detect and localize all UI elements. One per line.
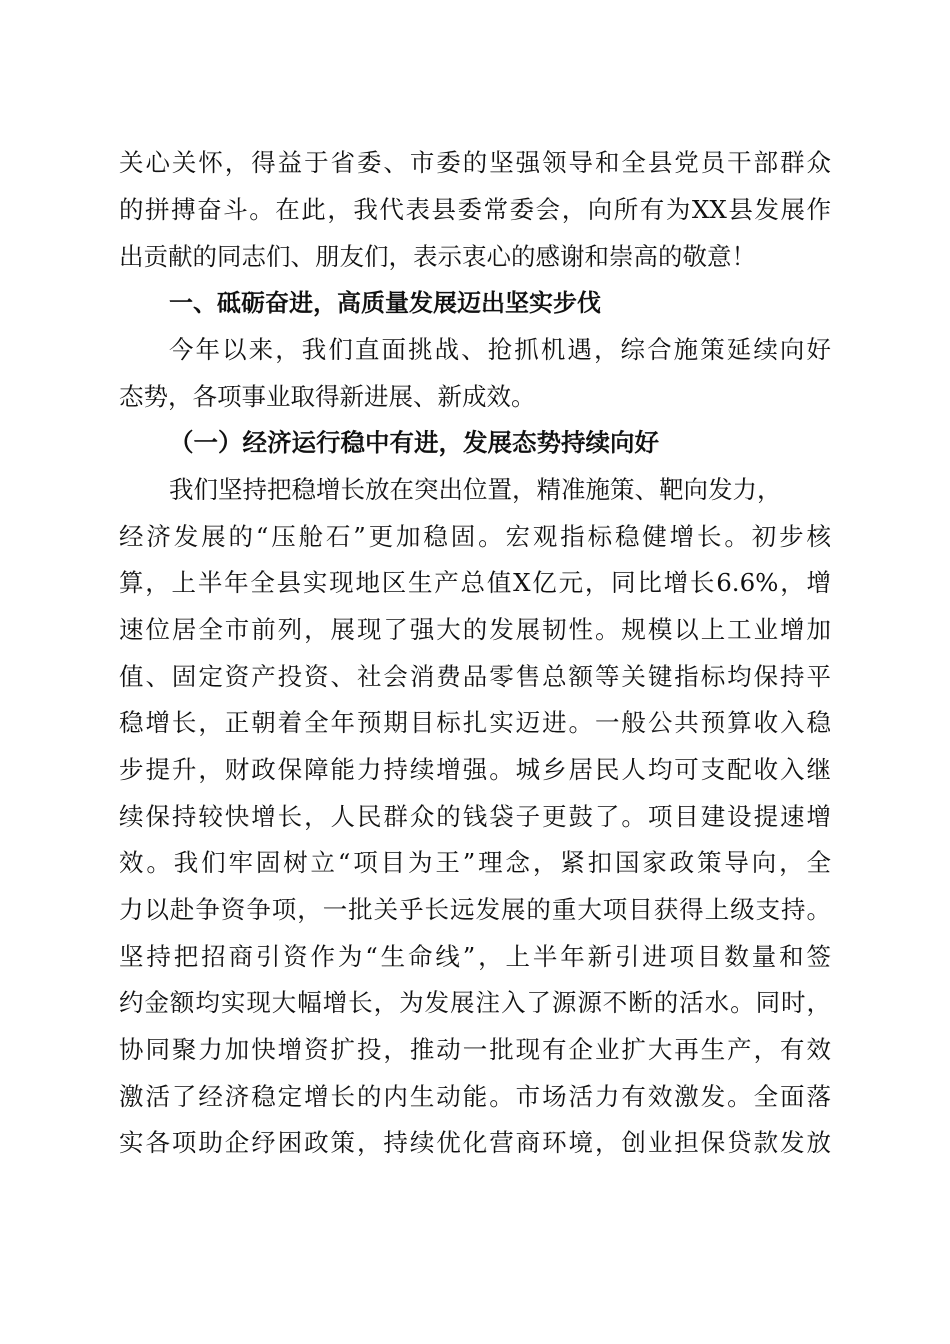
body-text-line: 的拼搏奋斗。在此，我代表县委常委会，向所有为XX县发展作 [119,195,831,224]
body-text-line: 步提升，财政保障能力持续增强。城乡居民人均可支配收入继 [119,755,831,784]
body-text-line: 协同聚力加快增资扩投，推动一批现有企业扩大再生产，有效 [119,1035,831,1064]
body-text-line: 坚持把招商引资作为“生命线”，上半年新引进项目数量和签 [119,942,831,971]
body-text-line: 我们坚持把稳增长放在突出位置，精准施策、靶向发力， [169,475,782,504]
body-text-line: 稳增长，正朝着全年预期目标扎实迈进。一般公共预算收入稳 [119,708,831,737]
body-text-line: 力以赴争资争项，一批关乎长远发展的重大项目获得上级支持。 [119,895,831,924]
body-text-line: 关心关怀，得益于省委、市委的坚强领导和全县党员干部群众 [119,148,831,177]
body-text-line: 速位居全市前列，展现了强大的发展韧性。规模以上工业增加 [119,615,831,644]
body-text-line: 效。我们牢固树立“项目为王”理念，紧扣国家政策导向，全 [119,848,831,877]
body-text-line: 值、固定资产投资、社会消费品零售总额等关键指标均保持平 [119,662,831,691]
body-text-line: 实各项助企纾困政策，持续优化营商环境，创业担保贷款发放 [119,1128,831,1157]
section-heading: 一、砥砺奋进，高质量发展迈出坚实步伐 [169,289,601,317]
body-text-line: 续保持较快增长，人民群众的钱袋子更鼓了。项目建设提速增 [119,802,831,831]
body-text-line: 出贡献的同志们、朋友们，表示衷心的感谢和崇高的敬意！ [119,242,756,271]
body-text-line: 经济发展的“压舱石”更加稳固。宏观指标稳健增长。初步核 [119,522,831,551]
subsection-heading: （一）经济运行稳中有进，发展态势持续向好 [169,428,659,457]
body-text-line: 约金额均实现大幅增长，为发展注入了源源不断的活水。同时， [119,988,831,1017]
body-text-line: 态势，各项事业取得新进展、新成效。 [119,382,536,411]
body-text-line: 激活了经济稳定增长的内生动能。市场活力有效激发。全面落 [119,1082,831,1111]
body-text-line: 算，上半年全县实现地区生产总值X亿元，同比增长6.6%，增 [119,568,831,597]
body-text-line: 今年以来，我们直面挑战、抢抓机遇，综合施策延续向好 [169,335,831,364]
